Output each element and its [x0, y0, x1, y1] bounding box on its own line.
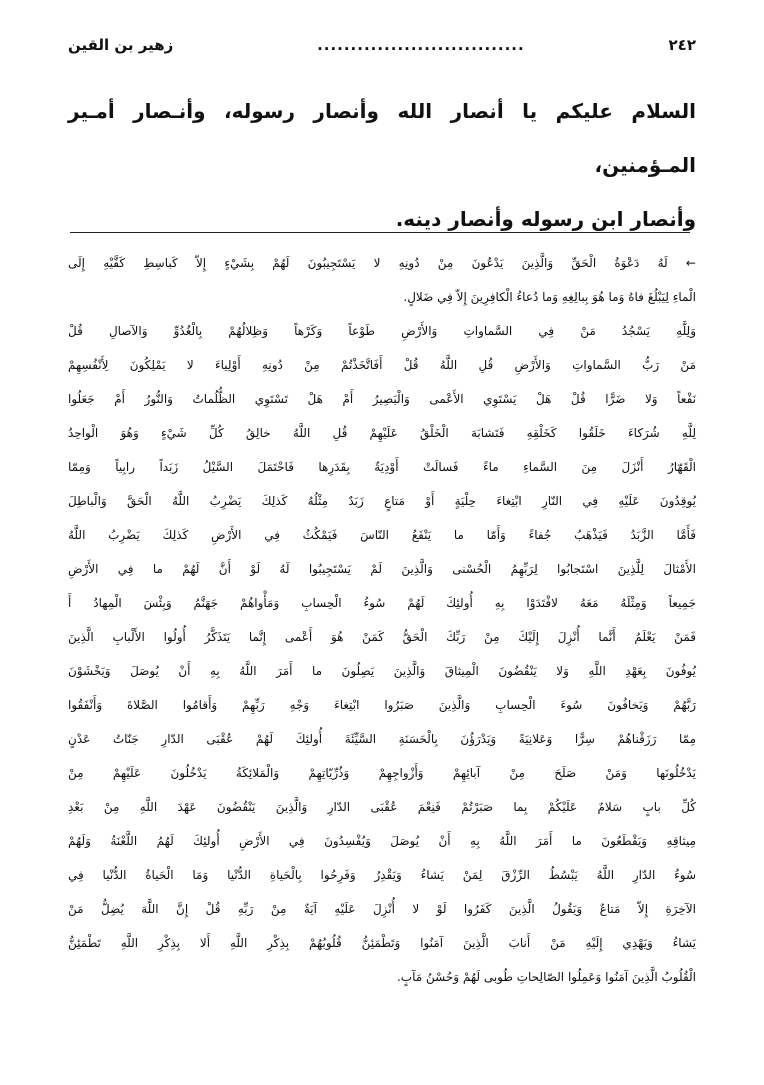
footnote-line: الآخِرَةِ إِلاّ مَتاعٌ وَيَقُولُ الَّذِينَ كَفَرُوا لَوْ لا أُنْزِلَ عَلَيْهِ آيَةٌ مِنْ رَبِّهِ قُلْ إِنَّ اللَّهَ يُضِلُّ مَنْ	[68, 902, 696, 916]
running-header	[68, 30, 696, 60]
footnote-line: الْقُلُوبُ الَّذِينَ آمَنُوا وَعَمِلُوا الصّالِحاتِ طُوبى لَهُمْ وَحُسْنُ مَآبٍ.	[396, 970, 696, 984]
header-leader-dots: ...............................	[317, 36, 525, 54]
footnote-line: الْقَهّارُ أَنْزَلَ مِنَ السَّماءِ ماءً فَسالَتْ أَوْدِيَةٌ بِقَدَرِها فَاحْتَمَلَ السَّيْلُ زَبَداً رابِياً وَمِمّا	[68, 460, 696, 474]
main-text-line: وأنصار ابن رسوله وأنصار دينه.	[395, 207, 696, 231]
footnote-line: جَمِيعاً وَمِثْلَهُ مَعَهُ لافْتَدَوْا بِهِ أُولئِكَ لَهُمْ سُوءُ الْحِسابِ وَمَأْواهُمْ جَهَنَّمُ وَبِئْسَ الْمِهادُ أَ	[68, 596, 696, 610]
main-text-line: السلام عليكم يا أنصار الله وأنصار رسوله، وأنـصار أمـير المـؤمنين،	[68, 99, 696, 177]
footnote-line: يَدْخُلُونَها وَمَنْ صَلَحَ مِنْ آبائِهِمْ وَأَزْواجِهِمْ وَذُرِّيّاتِهِمْ وَالْمَلائِكَةُ يَدْخُلُونَ عَلَيْهِمْ مِنْ	[68, 766, 696, 780]
footnote-line: الْماءِ لِيَبْلُغَ فاهُ وَما هُوَ بِبالِغِهِ وَما دُعاءُ الْكافِرِينَ إِلاّ فِي ضَلالٍ.	[403, 290, 696, 304]
footnote-line: رَبَّهُمْ وَيَخافُونَ سُوءَ الْحِسابِ وَالَّذِينَ صَبَرُوا ابْتِغاءَ وَجْهِ رَبِّهِمْ وَأَقامُوا الصَّلاةَ وَأَنْفَقُوا	[68, 698, 696, 712]
page-number: ٢٤٢	[668, 36, 696, 54]
footnote-line: نَفْعاً وَلا ضَرًّا قُلْ هَلْ يَسْتَوِي الأَعْمى وَالْبَصِيرُ أَمْ هَلْ تَسْتَوِي الظُّلُماتُ وَالنُّورُ أَمْ جَعَلُوا	[68, 392, 696, 406]
footnote-line: لِلَّهِ شُرَكاءَ خَلَقُوا كَخَلْقِهِ فَتَشابَهَ الْخَلْقُ عَلَيْهِمْ قُلِ اللَّهُ خالِقُ كُلِّ شَيْءٍ وَهُوَ الْواحِدُ	[68, 426, 696, 440]
footnote-line: مَنْ رَبُّ السَّماواتِ وَالأَرْضِ قُلِ اللَّهُ قُلْ أَفَاتَّخَذْتُمْ مِنْ دُونِهِ أَوْلِياءَ لا يَمْلِكُونَ لِأَنْفُسِهِمْ	[68, 358, 696, 372]
footnote-line: ← لَهُ دَعْوَةُ الْحَقِّ وَالَّذِينَ يَدْعُونَ مِنْ دُونِهِ لا يَسْتَجِيبُونَ لَهُمْ بِشَيْءٍ إِلاّ كَباسِطِ كَفَّيْهِ إِلَى	[68, 256, 696, 270]
footnote-line: سُوءُ الدّارِ اللَّهُ يَبْسُطُ الرِّزْقَ لِمَنْ يَشاءُ وَيَقْدِرُ وَفَرِحُوا بِالْحَياةِ الدُّنْيا وَمَا الْحَياةُ الدُّنْيا فِي	[68, 868, 696, 882]
footnote-line: مِيثاقِهِ وَيَقْطَعُونَ ما أَمَرَ اللَّهُ بِهِ أَنْ يُوصَلَ وَيُفْسِدُونَ فِي الأَرْضِ أُولئِكَ لَهُمُ اللَّعْنَةُ وَلَهُمْ	[68, 834, 696, 848]
main-text	[68, 84, 696, 246]
running-title: زهير بن القين	[68, 36, 174, 54]
footnote-line: الأَمْثالَ لِلَّذِينَ اسْتَجابُوا لِرَبِّهِمُ الْحُسْنى وَالَّذِينَ لَمْ يَسْتَجِيبُوا لَهُ لَوْ أَنَّ لَهُمْ ما فِي الأَرْضِ	[68, 562, 696, 576]
footnote-divider	[70, 232, 690, 233]
footnote-line: يُوقِدُونَ عَلَيْهِ فِي النّارِ ابْتِغاءَ حِلْيَةٍ أَوْ مَتاعٍ زَبَدٌ مِثْلُهُ كَذلِكَ يَضْرِبُ اللَّهُ الْحَقَّ وَالْباطِلَ	[68, 494, 696, 508]
footnote-line: وَلِلَّهِ يَسْجُدُ مَنْ فِي السَّماواتِ وَالأَرْضِ طَوْعاً وَكَرْهاً وَظِلالُهُمْ بِالْغُدُوِّ وَالآصالِ قُلْ	[68, 324, 696, 338]
footnote-line: كُلِّ بابٍ سَلامٌ عَلَيْكُمْ بِما صَبَرْتُمْ فَنِعْمَ عُقْبَى الدّارِ وَالَّذِينَ يَنْقُضُونَ عَهْدَ اللَّهِ مِنْ بَعْدِ	[68, 800, 696, 814]
footnote-line: مِمّا رَزَقْناهُمْ سِرًّا وَعَلانِيَةً وَيَدْرَؤُنَ بِالْحَسَنَةِ السَّيِّئَةَ أُولئِكَ لَهُمْ عُقْبَى الدّارِ جَنّاتُ عَدْنٍ	[68, 732, 696, 746]
footnote-line: فَمَنْ يَعْلَمُ أَنَّما أُنْزِلَ إِلَيْكَ مِنْ رَبِّكَ الْحَقُّ كَمَنْ هُوَ أَعْمى إِنَّما يَتَذَكَّرُ أُولُوا الأَلْبابِ الَّذِينَ	[68, 630, 696, 644]
footnote-text	[68, 246, 696, 994]
footnote-line: يَشاءُ وَيَهْدِي إِلَيْهِ مَنْ أَنابَ الَّذِينَ آمَنُوا وَتَطْمَئِنُّ قُلُوبُهُمْ بِذِكْرِ اللَّهِ أَلا بِذِكْرِ اللَّهِ تَطْمَئِنُّ	[68, 936, 696, 950]
footnote-line: يُوفُونَ بِعَهْدِ اللَّهِ وَلا يَنْقُضُونَ الْمِيثاقَ وَالَّذِينَ يَصِلُونَ ما أَمَرَ اللَّهُ بِهِ أَنْ يُوصَلَ وَيَخْشَوْنَ	[68, 664, 696, 678]
footnote-line: فَأَمَّا الزَّبَدُ فَيَذْهَبُ جُفاءً وَأَمّا ما يَنْفَعُ النّاسَ فَيَمْكُثُ فِي الأَرْضِ كَذلِكَ يَضْرِبُ اللَّهُ	[68, 528, 696, 542]
